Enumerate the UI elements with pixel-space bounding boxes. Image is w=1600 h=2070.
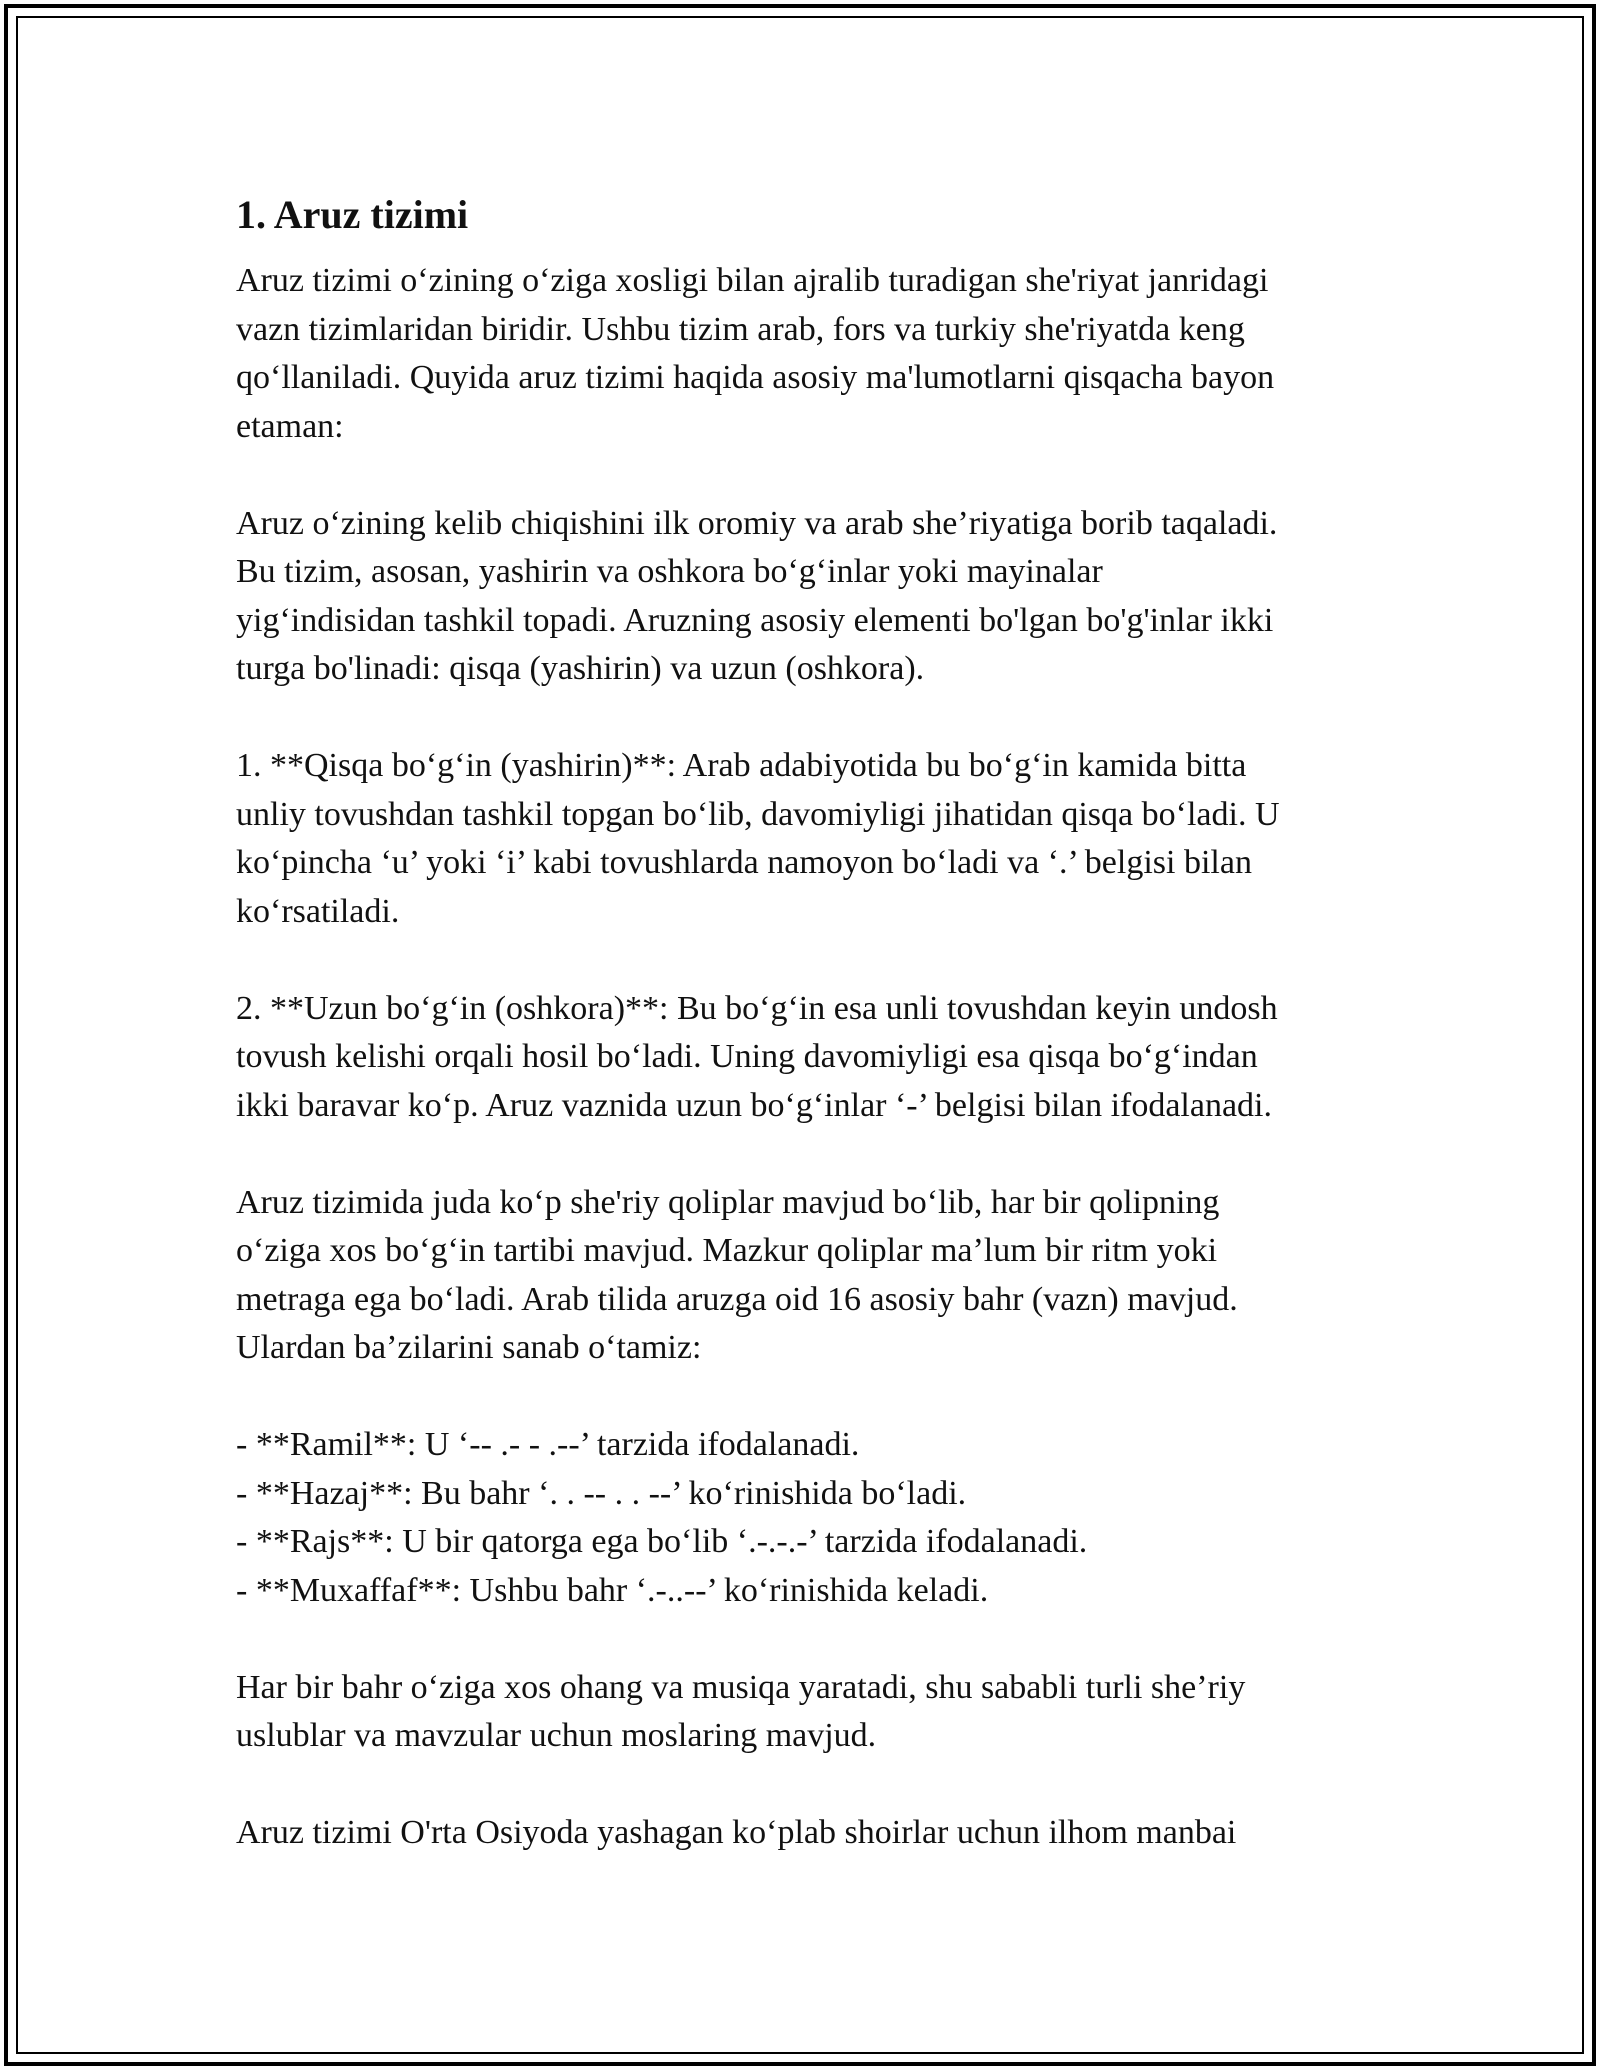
- text-line: 1. **Qisqa bo‘g‘in (yashirin)**: Arab adabiyotida bu bo‘g‘in kamida bitta: [236, 747, 1247, 784]
- text-line: uslublar va mavzular uchun moslaring mavjud.: [236, 1717, 877, 1754]
- text-line: Aruz tizimi o‘zining o‘ziga xosligi bilan ajralib turadigan she'riyat janridagi: [236, 262, 1269, 299]
- bahr-list: [236, 1421, 1386, 1615]
- text-line: turga bo'linadi: qisqa (yashirin) va uzun (oshkora).: [236, 650, 925, 687]
- text-line: qo‘llaniladi. Quyida aruz tizimi haqida asosiy ma'lumotlarni qisqacha bayon: [236, 359, 1275, 396]
- list-item: - **Rajs**: U bir qatorga ega bo‘lib ‘.-.-.-’ tarzida ifodalanadi.: [236, 1523, 1088, 1560]
- paragraph-long-syllable: [236, 985, 1386, 1131]
- text-line: vazn tizimlaridan biridir. Ushbu tizim arab, fors va turkiy she'riyatda keng: [236, 310, 1245, 348]
- text-line: Ulardan ba’zilarini sanab o‘tamiz:: [236, 1329, 702, 1366]
- text-line: ko‘pincha ‘u’ yoki ‘i’ kabi tovushlarda namoyon bo‘ladi va ‘.’ belgisi bilan: [236, 844, 1252, 881]
- text-line: unliy tovushdan tashkil topgan bo‘lib, davomiyligi jihatidan qisqa bo‘ladi. U: [236, 795, 1280, 833]
- text-line: etaman:: [236, 407, 344, 445]
- list-item: - **Muxaffaf**: Ushbu bahr ‘.-..--’ ko‘rinishida keladi.: [236, 1571, 989, 1609]
- text-line: Aruz o‘zining kelib chiqishini ilk oromiy va arab she’riyatiga borib taqaladi.: [236, 504, 1278, 542]
- paragraph-central-asia: [236, 1809, 1386, 1858]
- text-line: metraga ega bo‘ladi. Arab tilida aruzga oid 16 asosiy bahr (vazn) mavjud.: [236, 1280, 1238, 1318]
- text-line: Aruz tizimida juda ko‘p she'riy qoliplar mavjud bo‘lib, har bir qolipning: [236, 1183, 1220, 1221]
- text-line: 2. **Uzun bo‘g‘in (oshkora)**: Bu bo‘g‘in esa unli tovushdan keyin undosh: [236, 989, 1278, 1027]
- text-line: ko‘rsatiladi.: [236, 892, 400, 930]
- text-line: yig‘indisidan tashkil topadi. Aruzning asosiy elementi bo'lgan bo'g'inlar ikki: [236, 601, 1274, 639]
- paragraph-patterns: [236, 1179, 1386, 1373]
- paragraph-short-syllable: [236, 742, 1386, 936]
- text-line: Bu tizim, asosan, yashirin va oshkora bo‘g‘inlar yoki mayinalar: [236, 553, 1103, 590]
- text-line: o‘ziga xos bo‘g‘in tartibi mavjud. Mazkur qoliplar ma’lum bir ritm yoki: [236, 1232, 1218, 1269]
- text-line: Har bir bahr o‘ziga xos ohang va musiqa yaratadi, shu sababli turli she’riy: [236, 1668, 1246, 1706]
- text-line: Aruz tizimi O'rta Osiyoda yashagan ko‘plab shoirlar uchun ilhom manbai: [236, 1814, 1237, 1851]
- text-line: tovush kelishi orqali hosil bo‘ladi. Uning davomiyligi esa qisqa bo‘g‘indan: [236, 1038, 1258, 1075]
- list-item: - **Hazaj**: Bu bahr ‘. . -- . . --’ ko‘rinishida bo‘ladi.: [236, 1474, 967, 1512]
- document-title: 1. Aruz tizimi: [236, 192, 469, 237]
- paragraph-intro: [236, 257, 1386, 451]
- text-line: ikki baravar ko‘p. Aruz vaznida uzun bo‘g‘inlar ‘-’ belgisi bilan ifodalanadi.: [236, 1086, 1273, 1124]
- paragraph-music: [236, 1664, 1386, 1761]
- document-body: [236, 185, 1386, 1906]
- list-item: - **Ramil**: U ‘-- .- - .--’ tarzida ifodalanadi.: [236, 1426, 860, 1463]
- paragraph-origin: [236, 500, 1386, 694]
